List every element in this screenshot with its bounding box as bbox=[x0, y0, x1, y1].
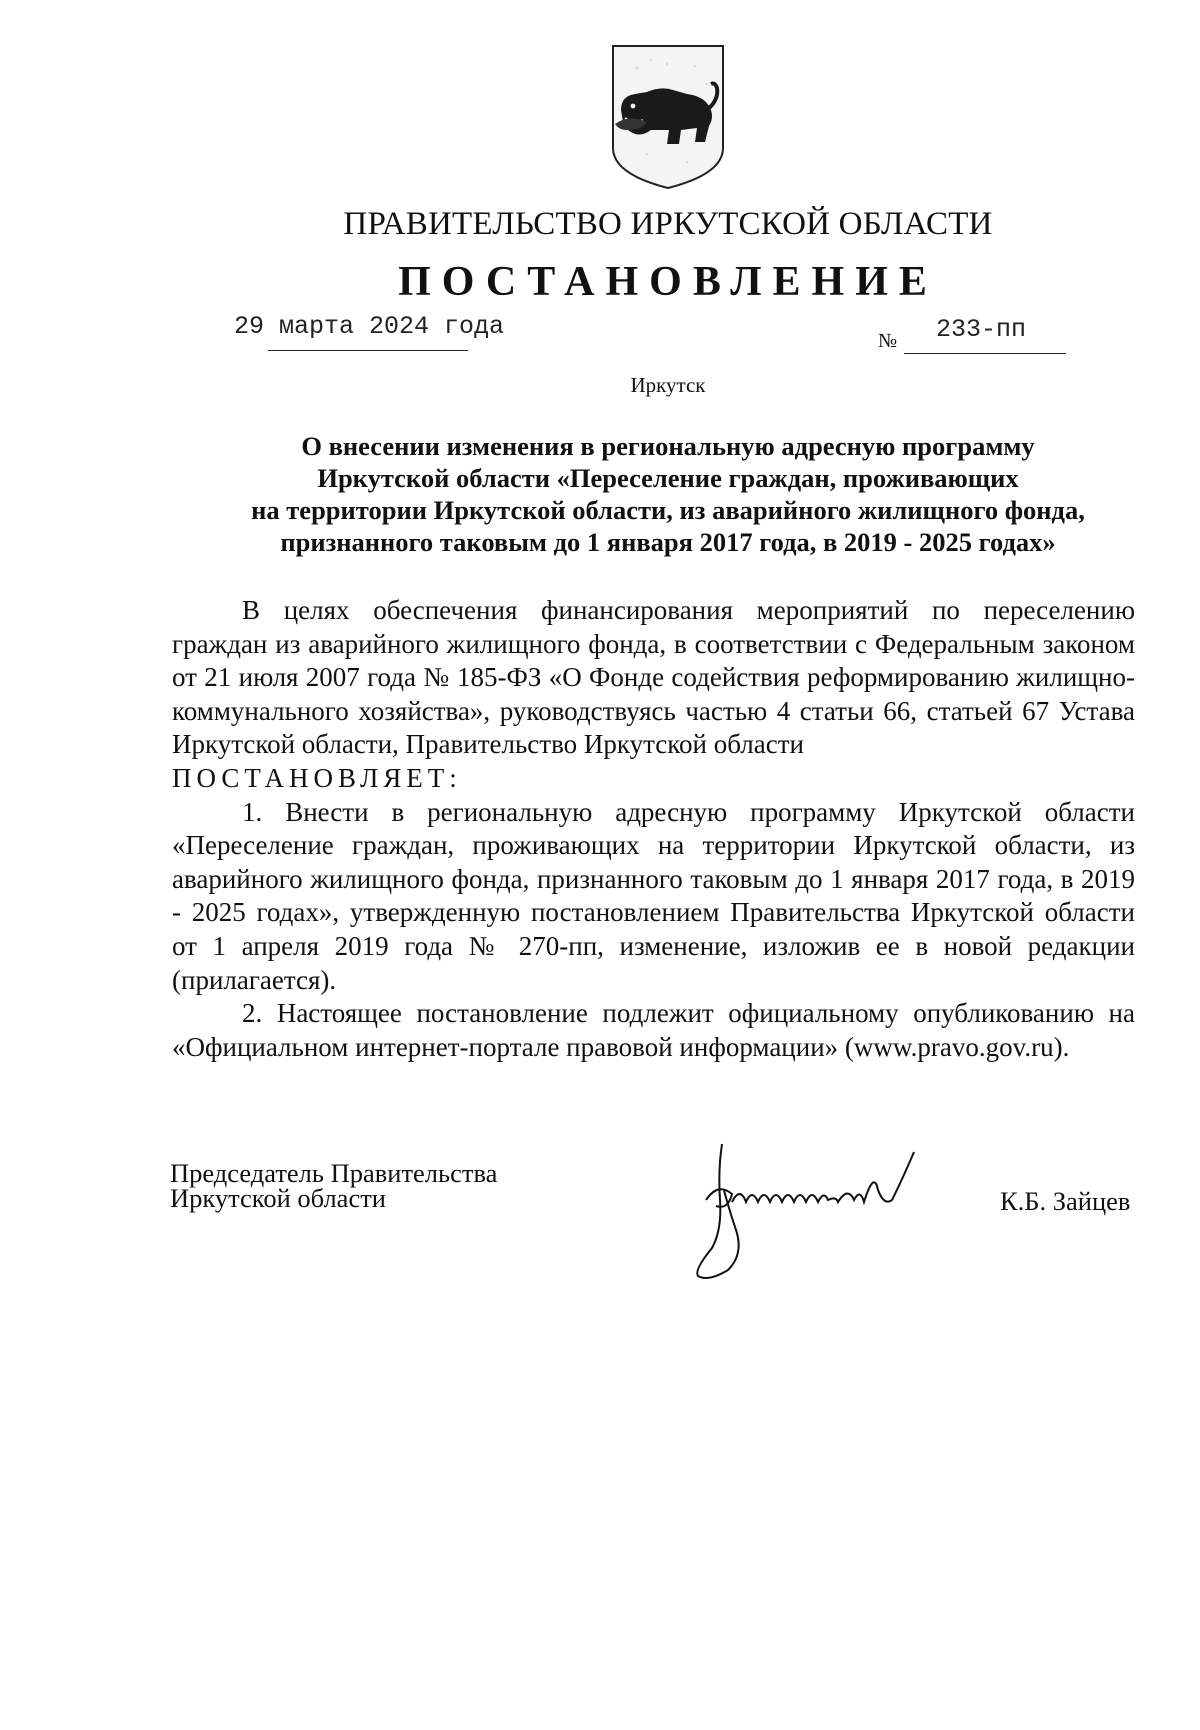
document-body bbox=[172, 594, 1135, 1064]
decree-word: ПОСТАНОВЛЯЕТ: bbox=[172, 762, 462, 793]
heading-line: на территории Иркутской области, из аварийного жилищного фонда, bbox=[251, 495, 1085, 525]
organization-title: ПРАВИТЕЛЬСТВО ИРКУТСКОЙ ОБЛАСТИ bbox=[343, 206, 993, 242]
document-date-field bbox=[234, 312, 504, 341]
document-type: ПОСТАНОВЛЕНИЕ bbox=[398, 259, 938, 305]
document-date: 29 марта 2024 года bbox=[234, 312, 505, 341]
document-heading bbox=[150, 430, 1186, 558]
date-underline bbox=[268, 350, 468, 351]
city: Иркутск bbox=[630, 373, 706, 397]
heading-line: Иркутской области «Переселение граждан, проживающих bbox=[317, 463, 1019, 493]
signatory-position-line: Председатель Правительства bbox=[170, 1158, 498, 1188]
number-sign: № bbox=[878, 330, 898, 352]
coat-of-arms-emblem bbox=[607, 44, 729, 190]
signatory-position-line: Иркутской области bbox=[170, 1183, 386, 1213]
handwritten-signature bbox=[688, 1130, 950, 1282]
number-underline bbox=[904, 353, 1066, 354]
item-1-paragraph: 1. Внести в региональную адресную программу Иркутской области «Переселение граждан, проживающих на территории Иркутской области, из аварийного жилищного фонда, признанного таковым до 1 января 2017 года, в 2019 - 2025 годах», утвержденную постановлением Правительства Иркутской области от 1 апреля 2019 года № 270-пп, изменение, изложив ее в новой редакции (прилагается). bbox=[172, 796, 1135, 995]
heading-line: О внесении изменения в региональную адресную программу bbox=[301, 431, 1035, 461]
signatory-name: К.Б. Зайцев bbox=[1000, 1186, 1131, 1216]
document-number: 233-пп bbox=[936, 315, 1027, 344]
heading-line: признанного таковым до 1 января 2017 года, в 2019 - 2025 годах» bbox=[280, 527, 1056, 557]
preamble-paragraph: В целях обеспечения финансирования мероприятий по переселению граждан из аварийного жилищного фонда, в соответствии с Федеральным законом от 21 июля 2007 года № 185-ФЗ «О Фонде содействия реформированию жилищно-коммунального хозяйства», руководствуясь частью 4 статьи 66, статьей 67 Устава Иркутской области, Правительство Иркутской области bbox=[172, 595, 1135, 760]
signatory-position bbox=[170, 1158, 498, 1213]
item-2-paragraph: 2. Настоящее постановление подлежит официальному опубликованию на «Официальном интернет-портале правовой информации» (www.pravo.gov.ru). bbox=[172, 998, 1135, 1062]
